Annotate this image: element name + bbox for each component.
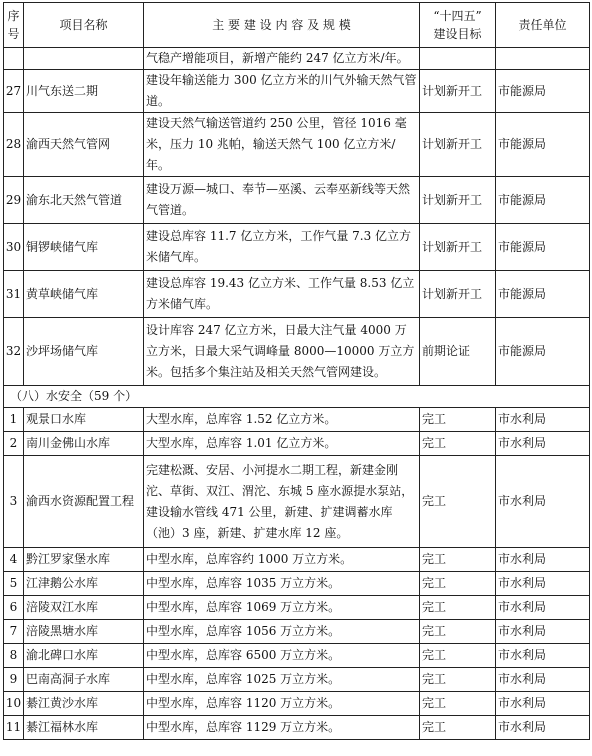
continuation-row: [4, 48, 590, 70]
cell-goal: 完工: [420, 456, 496, 548]
table-row: [4, 572, 590, 596]
cell-idx: [4, 48, 24, 70]
cell-goal: 计划新开工: [420, 271, 496, 318]
header-unit: 责任单位: [496, 3, 590, 48]
cell-name: 渝西天然气管网: [24, 113, 144, 177]
energy-rows: [4, 70, 590, 386]
table-row: [4, 177, 590, 224]
cell-goal: 完工: [420, 620, 496, 644]
cell-idx: 3: [4, 456, 24, 548]
cell-content: 中型水库，总库容 1025 万立方米。: [144, 668, 420, 692]
cell-name: 涪陵双江水库: [24, 596, 144, 620]
cell-unit: [496, 48, 590, 70]
header-goal-line1: “十四五”: [433, 9, 482, 23]
cell-idx: 1: [4, 408, 24, 432]
table-row: [4, 271, 590, 318]
table-row: [4, 456, 590, 548]
cell-unit: 市水利局: [496, 408, 590, 432]
cell-unit: 市能源局: [496, 224, 590, 271]
cell-content: 中型水库，总库容约 1000 万立方米。: [144, 548, 420, 572]
cell-name: 渝东北天然气管道: [24, 177, 144, 224]
table-row: [4, 596, 590, 620]
cell-name: 观景口水库: [24, 408, 144, 432]
cell-unit: 市水利局: [496, 668, 590, 692]
cell-content: 中型水库，总库容 1120 万立方米。: [144, 692, 420, 716]
cell-unit: 市能源局: [496, 271, 590, 318]
table-row: [4, 692, 590, 716]
cell-name: 沙坪场储气库: [24, 318, 144, 386]
header-idx: 序号: [4, 3, 24, 48]
cell-name: 綦江黄沙水库: [24, 692, 144, 716]
cell-idx: 2: [4, 432, 24, 456]
cell-unit: 市能源局: [496, 177, 590, 224]
cell-idx: 31: [4, 271, 24, 318]
header-name: 项目名称: [24, 3, 144, 48]
table-row: [4, 644, 590, 668]
cell-name: 渝西水资源配置工程: [24, 456, 144, 548]
header-goal-line2: 建设目标: [433, 27, 482, 41]
table-row: [4, 716, 590, 740]
table-row: [4, 548, 590, 572]
cell-content: 大型水库，总库容 1.52 亿立方米。: [144, 408, 420, 432]
cell-unit: 市水利局: [496, 716, 590, 740]
cell-name: 黄草峡储气库: [24, 271, 144, 318]
cell-goal: 完工: [420, 644, 496, 668]
cell-idx: 30: [4, 224, 24, 271]
cell-goal: 计划新开工: [420, 177, 496, 224]
cell-content: 中型水库，总库容 6500 万立方米。: [144, 644, 420, 668]
cell-goal: 计划新开工: [420, 113, 496, 177]
cell-unit: 市水利局: [496, 692, 590, 716]
cell-content: 中型水库，总库容 1069 万立方米。: [144, 596, 420, 620]
cell-goal: 计划新开工: [420, 70, 496, 113]
cell-content: 建设万源—城口、奉节—巫溪、云奉巫新线等天然气管道。: [144, 177, 420, 224]
header-row: [4, 3, 590, 48]
cell-goal: [420, 48, 496, 70]
cell-unit: 市水利局: [496, 620, 590, 644]
cell-idx: 8: [4, 644, 24, 668]
cell-name: 铜锣峡储气库: [24, 224, 144, 271]
table-row: [4, 668, 590, 692]
cell-name: [24, 48, 144, 70]
cell-unit: 市水利局: [496, 456, 590, 548]
project-table: [3, 2, 590, 740]
cell-goal: 完工: [420, 572, 496, 596]
cell-unit: 市水利局: [496, 572, 590, 596]
cell-name: 綦江福林水库: [24, 716, 144, 740]
cell-name: 南川金佛山水库: [24, 432, 144, 456]
cell-content: 建设天然气输送管道约 250 公里，管径 1016 毫米，压力 10 兆帕，输送天然气 100 亿立方米/年。: [144, 113, 420, 177]
cell-goal: 前期论证: [420, 318, 496, 386]
cell-idx: 5: [4, 572, 24, 596]
cell-goal: 完工: [420, 668, 496, 692]
water-rows: [4, 408, 590, 740]
cell-unit: 市水利局: [496, 596, 590, 620]
table-row: [4, 70, 590, 113]
cell-content: 中型水库，总库容 1129 万立方米。: [144, 716, 420, 740]
cell-idx: 28: [4, 113, 24, 177]
header-goal: [420, 3, 496, 48]
cell-idx: 29: [4, 177, 24, 224]
cell-goal: 完工: [420, 716, 496, 740]
cell-idx: 4: [4, 548, 24, 572]
cell-content: 建设总库容 11.7 亿立方米，工作气量 7.3 亿立方米储气库。: [144, 224, 420, 271]
cell-content: 中型水库，总库容 1035 万立方米。: [144, 572, 420, 596]
cell-unit: 市水利局: [496, 432, 590, 456]
cell-goal: 计划新开工: [420, 224, 496, 271]
cell-unit: 市能源局: [496, 70, 590, 113]
cell-name: 巴南高洞子水库: [24, 668, 144, 692]
cell-name: 渝北碑口水库: [24, 644, 144, 668]
cell-idx: 27: [4, 70, 24, 113]
cell-unit: 市水利局: [496, 644, 590, 668]
table-row: [4, 113, 590, 177]
cell-content: 设计库容 247 亿立方米，日最大注气量 4000 万立方米，日最大采气调峰量 8000—10000 万立方米。包括多个集注站及相关天然气管网建设。: [144, 318, 420, 386]
cell-content: 建设年输送能力 300 亿立方米的川气外输天然气管道。: [144, 70, 420, 113]
cell-idx: 32: [4, 318, 24, 386]
section-title: （八）水安全（59 个）: [4, 386, 590, 408]
table-row: [4, 224, 590, 271]
cell-content: 中型水库，总库容 1056 万立方米。: [144, 620, 420, 644]
cell-unit: 市能源局: [496, 113, 590, 177]
cell-idx: 11: [4, 716, 24, 740]
cell-unit: 市水利局: [496, 548, 590, 572]
table-row: [4, 432, 590, 456]
cell-idx: 9: [4, 668, 24, 692]
cell-goal: 完工: [420, 408, 496, 432]
section-row: [4, 386, 590, 408]
cell-name: 江津鹅公水库: [24, 572, 144, 596]
cell-idx: 6: [4, 596, 24, 620]
cell-goal: 完工: [420, 692, 496, 716]
cell-name: 黔江罗家堡水库: [24, 548, 144, 572]
cell-unit: 市能源局: [496, 318, 590, 386]
cell-goal: 完工: [420, 432, 496, 456]
cell-name: 川气东送二期: [24, 70, 144, 113]
cell-idx: 7: [4, 620, 24, 644]
table-row: [4, 620, 590, 644]
cell-content: 气稳产增能项目，新增产能约 247 亿立方米/年。: [144, 48, 420, 70]
table-row: [4, 408, 590, 432]
cell-idx: 10: [4, 692, 24, 716]
cell-goal: 完工: [420, 596, 496, 620]
cell-goal: 完工: [420, 548, 496, 572]
table-row: [4, 318, 590, 386]
cell-content: 建设总库容 19.43 亿立方米、工作气量 8.53 亿立方米储气库。: [144, 271, 420, 318]
cell-content: 完建松溉、安居、小河提水二期工程，新建金刚沱、草街、双江、渭沱、东城 5 座水源提水泵站，建设输水管线 471 公里，新建、扩建调蓄水库（池）3 座，新建、扩建水库 12 座。: [144, 456, 420, 548]
header-content: 主 要 建 设 内 容 及 规 模: [144, 3, 420, 48]
cell-name: 涪陵黑塘水库: [24, 620, 144, 644]
cell-content: 大型水库，总库容 1.01 亿立方米。: [144, 432, 420, 456]
